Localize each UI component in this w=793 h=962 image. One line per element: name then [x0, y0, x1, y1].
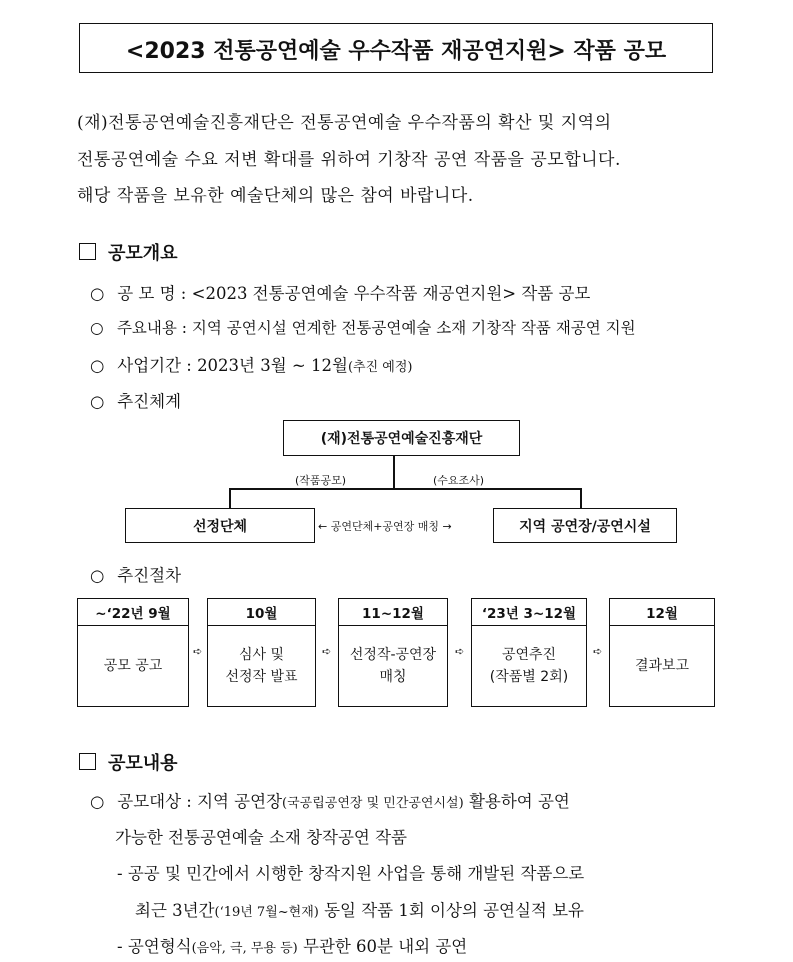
- procedure-label-text: 추진절차: [117, 566, 182, 585]
- circle-bullet-icon: ○: [90, 319, 104, 337]
- step-period: 11~12월: [339, 599, 447, 626]
- section2-heading: [79, 749, 178, 775]
- org-left-box: 선정단체: [125, 508, 315, 543]
- item-label: 주요내용 :: [116, 319, 187, 337]
- sub1-line-2: [135, 897, 584, 921]
- step-desc: 결과보고: [634, 658, 690, 674]
- org-top-box: (재)전통공연예술진흥재단: [283, 420, 520, 456]
- dash-bullet: -: [117, 864, 123, 883]
- dash-bullet: -: [117, 937, 123, 956]
- target-line-1: [90, 788, 570, 812]
- sub1-line-1: [117, 860, 584, 884]
- org-middle-label: ← 공연단체+공연장 매칭 →: [318, 520, 452, 533]
- step-desc: 심사 및 선정작 발표: [225, 647, 298, 685]
- sub2-note: (음악, 극, 무용 등): [191, 941, 298, 956]
- arrow-right-icon: ➪: [193, 645, 203, 658]
- sub1-text-a: 최근 3년간: [135, 901, 215, 920]
- item-label: 추진체계: [117, 392, 182, 411]
- target-value: 지역 공연장: [197, 792, 283, 811]
- sub1-text-b: 동일 작품 1회 이상의 공연실적 보유: [324, 901, 584, 920]
- sub1-text: 공공 및 민간에서 시행한 창작지원 사업을 통해 개발된 작품으로: [127, 864, 585, 883]
- item-label: 공 모 명 :: [117, 284, 187, 303]
- circle-bullet-icon: ○: [90, 792, 105, 811]
- org-right-box: 지역 공연장/공연시설: [493, 508, 677, 543]
- intro-line-3: 해당 작품을 보유한 예술단체의 많은 참여 바랍니다.: [77, 186, 474, 206]
- circle-bullet-icon: ○: [90, 566, 105, 585]
- arrow-right-icon: ➪: [593, 645, 603, 658]
- org-left-label: (작품공모): [295, 474, 347, 487]
- item-value: 지역 공연시설 연계한 전통공연예술 소재 기창작 작품 재공연 지원: [191, 319, 636, 337]
- step-period: 10월: [208, 599, 315, 626]
- circle-bullet-icon: ○: [90, 356, 105, 375]
- procedure-step-1: [77, 598, 189, 707]
- overview-item-period: [90, 352, 412, 376]
- overview-item-structure: [90, 388, 181, 412]
- procedure-step-2: [207, 598, 316, 707]
- item-value: 2023년 3월 ~ 12월: [197, 356, 348, 375]
- checkbox-square-icon: [79, 753, 96, 770]
- sub1-note: (‘19년 7월~현재): [214, 905, 319, 920]
- page-title: <2023 전통공연예술 우수작품 재공연지원> 작품 공모: [125, 39, 667, 64]
- section2-heading-text: 공모내용: [108, 753, 178, 774]
- circle-bullet-icon: ○: [90, 284, 105, 303]
- org-right-label: (수요조사): [433, 474, 485, 487]
- sub2-text-b: 무관한 60분 내외 공연: [303, 937, 468, 956]
- target-line-2: 가능한 전통공연예술 소재 창작공연 작품: [115, 828, 407, 847]
- org-connector-right: [580, 488, 582, 509]
- procedure-step-3: [338, 598, 448, 707]
- step-desc: 공모 공고: [103, 658, 163, 674]
- org-connector-horizontal: [229, 488, 581, 490]
- title-box: [79, 23, 713, 73]
- section1-heading-text: 공모개요: [108, 243, 178, 264]
- step-period: ‘23년 3~12월: [472, 599, 586, 626]
- target-value-cont: 활용하여 공연: [468, 792, 570, 811]
- procedure-step-5: [609, 598, 715, 707]
- sub2-line: [117, 933, 467, 957]
- item-label: 사업기간 :: [117, 356, 192, 375]
- arrow-right-icon: ➪: [322, 645, 332, 658]
- arrow-right-icon: ➪: [455, 645, 465, 658]
- intro-line-1: (재)전통공연예술진흥재단은 전통공연예술 우수작품의 확산 및 지역의: [77, 113, 612, 133]
- item-note: (추진 예정): [347, 360, 413, 375]
- overview-item-name: [90, 280, 590, 304]
- org-connector-vertical: [393, 456, 395, 488]
- target-note: (국공립공연장 및 민간공연시설): [282, 796, 464, 811]
- checkbox-square-icon: [79, 243, 96, 260]
- step-period: ~‘22년 9월: [78, 599, 188, 626]
- intro-line-2: 전통공연예술 수요 저변 확대를 위하여 기창작 공연 작품을 공모합니다.: [77, 150, 621, 170]
- procedure-label: [90, 562, 181, 586]
- sub2-text-a: 공연형식: [127, 937, 192, 956]
- overview-item-content: [90, 316, 636, 338]
- step-desc: 선정작-공연장 매칭: [349, 647, 437, 685]
- org-connector-left: [229, 488, 231, 509]
- section1-heading: [79, 239, 178, 265]
- step-period: 12월: [610, 599, 714, 626]
- circle-bullet-icon: ○: [90, 392, 105, 411]
- target-label: 공모대상 :: [117, 792, 192, 811]
- step-desc: 공연추진 (작품별 2회): [489, 647, 569, 685]
- procedure-step-4: [471, 598, 587, 707]
- item-value: <2023 전통공연예술 우수작품 재공연지원> 작품 공모: [191, 284, 591, 303]
